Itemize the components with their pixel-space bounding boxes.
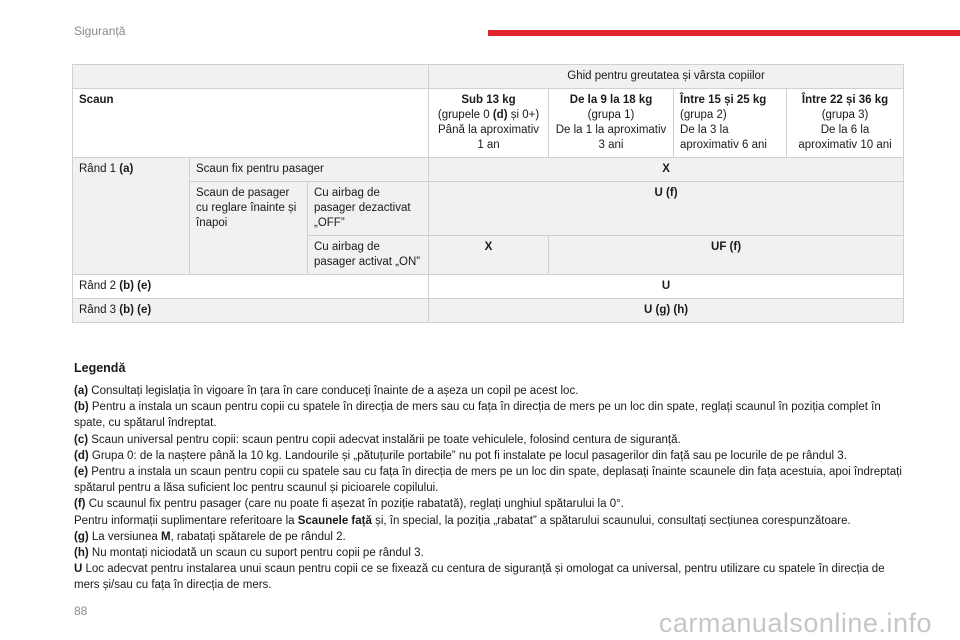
row1-label: Rând 1 (a)	[73, 158, 190, 275]
table-row-airbag-off	[73, 182, 904, 236]
legend-item-g: (g) La versiunea M, rabatați spătarele de pe rândul 2.	[74, 530, 346, 543]
table-row-row2	[73, 275, 904, 299]
airbag-on-label: Cu airbag de pasager activat „ON”	[308, 236, 429, 275]
table-header-row	[73, 89, 904, 158]
legend-item-b: (b) Pentru a instala un scaun pentru copii cu spatele în direcția de mers sau cu fața în direcția de mers pe un loc din spate, reglați scaunul în poziția complet în spate, cu spătarul îndreptat.	[74, 401, 881, 430]
legend-item-a: (a) Consultați legislația în vigoare în țara în care conduceți înainte de a așeza un copil pe acest loc.	[74, 385, 579, 397]
row2-value: U	[429, 275, 904, 299]
column-header-group-1: De la 9 la 18 kg (grupa 1) De la 1 la aproximativ 3 ani	[549, 89, 674, 158]
legend-note-front-seats: Pentru informații suplimentare referitoare la Scaunele față și, în special, la poziția „rabatat” a spătarului scaunului, consultați secțiunea corespunzătoare.	[74, 514, 851, 527]
column-header-group-0: Sub 13 kg (grupele 0 (d) și 0+) Până la aproximativ 1 an	[429, 89, 549, 158]
seat-label-cell: Scaun	[73, 89, 429, 158]
header-accent-bar	[488, 30, 960, 36]
column-header-group-3: Între 22 și 36 kg (grupa 3) De la 6 la aproximativ 10 ani	[787, 89, 904, 158]
airbag-on-value-group-0: X	[429, 236, 549, 275]
legend-title: Legendă	[74, 361, 126, 375]
row2-label: Rând 2 (b) (e)	[73, 275, 429, 299]
table-group-header-row	[73, 65, 904, 89]
child-seat-table	[72, 64, 904, 323]
legend-item-e: (e) Pentru a instala un scaun pentru copii cu spatele sau cu fața în direcția de mers pe un loc din spate, deplasați înainte scaunele din fața acestuia, apoi îndreptați spătarul pentru a lăsa suficient loc pentru scaunul și picioarele copilului.	[74, 466, 902, 495]
legend-item-f: (f) Cu scaunul fix pentru pasager (care nu poate fi așezat în poziție rabatată), reglați unghiul spătarului la 0°.	[74, 498, 624, 511]
fixed-seat-value: X	[429, 158, 904, 182]
legend-item-u: U Loc adecvat pentru instalarea unui scaun pentru copii ce se fixează cu centura de siguranță și omologat ca universal, pentru utilizare cu spatele în direcția de mers și/sau cu fața în direcția de mers.	[74, 563, 885, 592]
fixed-seat-label: Scaun fix pentru pasager	[190, 158, 429, 182]
legend	[74, 383, 904, 594]
row3-value: U (g) (h)	[429, 299, 904, 323]
group-header-cell: Ghid pentru greutatea și vârsta copiilor	[429, 65, 904, 89]
empty-header-cell	[73, 65, 429, 89]
legend-item-d: (d) Grupa 0: de la naștere până la 10 kg. Landourile și „pătuțurile portabile” nu pot fi instalate pe locul pasagerilor din față sau pe locurile de pe rândul 3.	[74, 449, 847, 462]
legend-item-c: (c) Scaun universal pentru copii: scaun pentru copii adecvat instalării pe toate vehiculele, folosind centura de siguranță.	[74, 433, 681, 446]
row3-label: Rând 3 (b) (e)	[73, 299, 429, 323]
airbag-on-value-groups-1-3: UF (f)	[549, 236, 904, 275]
column-header-group-2: Între 15 și 25 kg (grupa 2) De la 3 la aproximativ 6 ani	[674, 89, 787, 158]
legend-item-h: (h) Nu montați niciodată un scaun cu suport pentru copii pe rândul 3.	[74, 547, 424, 560]
airbag-off-label: Cu airbag de pasager dezactivat „OFF”	[308, 182, 429, 236]
page-number: 88	[74, 604, 88, 618]
table-row-row3	[73, 299, 904, 323]
table-row-row1-fixed	[73, 158, 904, 182]
adjustable-seat-label: Scaun de pasager cu reglare înainte și înapoi	[190, 182, 308, 275]
section-title: Siguranță	[74, 24, 126, 38]
watermark: carmanualsonline.info	[658, 608, 932, 638]
airbag-off-value: U (f)	[429, 182, 904, 236]
